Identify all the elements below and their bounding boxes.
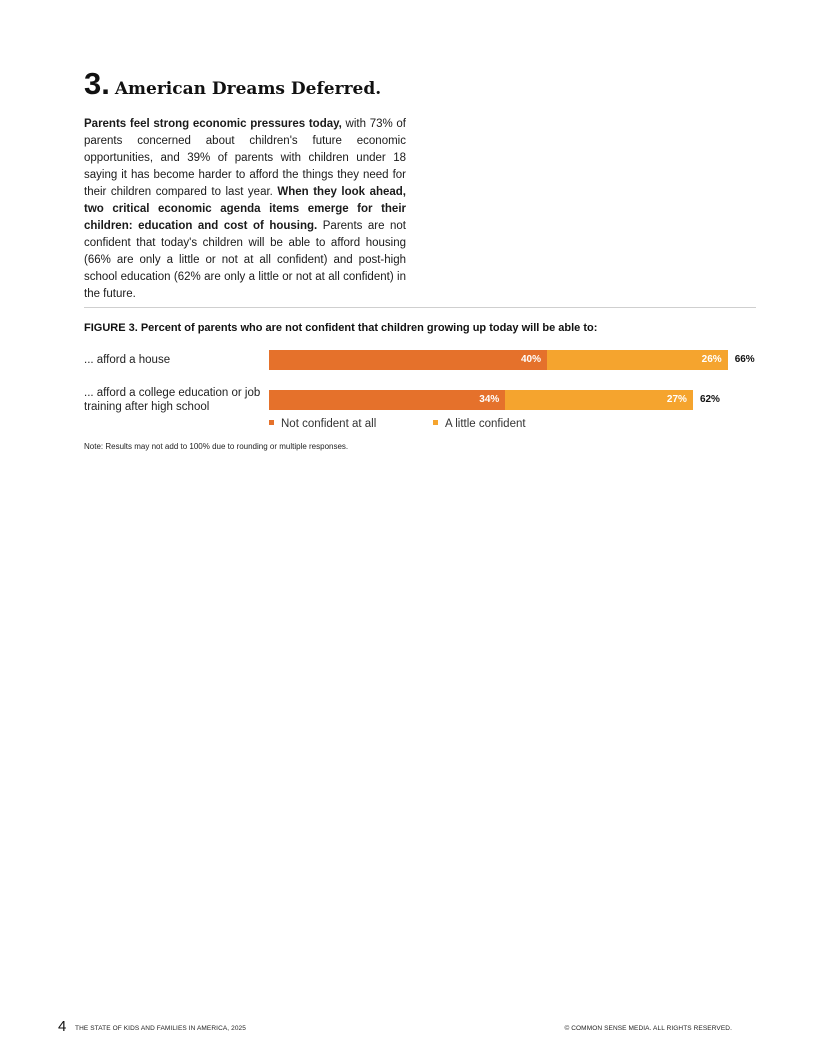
chart-bar-not-confident [269,390,505,410]
chart-bar-little-confident [505,390,693,410]
chart-bar-little-confident [547,350,728,370]
legend-swatch-icon [433,420,438,425]
chart-total-label: 66% [734,354,755,365]
section-number: 3. [84,66,110,101]
intro-bold-1: Parents feel strong economic pressures today, [84,118,342,130]
chart-data-label: 27% [666,394,687,405]
intro-bold-2: When they look ahead, two critical economic agenda items emerge for their children: education and cost of housing. [84,186,406,232]
chart-total-label: 62% [699,394,720,405]
chart-data-label: 34% [479,394,500,405]
chart-row-label: ... afford a house [84,354,171,366]
legend-item [269,418,376,430]
chart-bar-row [269,390,759,410]
intro-paragraph [84,116,406,303]
chart-row-label: ... afford a college education or job training after high school [84,387,261,413]
section-title: American Dreams Deferred. [114,79,382,99]
legend-label: Not confident at all [281,418,377,430]
legend-label: A little confident [445,418,526,430]
legend-swatch-icon [269,420,274,425]
legend-item [433,418,526,430]
figure-note: Note: Results may not add to 100% due to rounding or multiple responses. [84,442,349,451]
section-heading [84,66,381,102]
chart-data-label: 40% [520,354,541,365]
chart-bar-row [269,350,759,370]
intro-text-1: with 73% of parents concerned about children's future economic opportunities, and 39% of parents with children under 18 saying it has become harder to afford the things they need for their children compared to last year. [84,118,406,198]
chart-bar-not-confident [269,350,547,370]
footer-copyright: © COMMON SENSE MEDIA. ALL RIGHTS RESERVED. [564,1025,732,1032]
figure-title: FIGURE 3. Percent of parents who are not confident that children growing up today will be able to: [84,322,598,334]
page-number: 4 [58,1018,67,1035]
footer-publication: THE STATE OF KIDS AND FAMILIES IN AMERICA, 2025 [75,1025,246,1032]
section-divider [84,307,756,308]
intro-text-2: Parents are not confident that today's children will be able to afford housing (66% are only a little or not at all confident) and post-high school education (62% are only a little or not at all confident) in the future. [84,220,407,300]
chart-data-label: 26% [701,354,722,365]
